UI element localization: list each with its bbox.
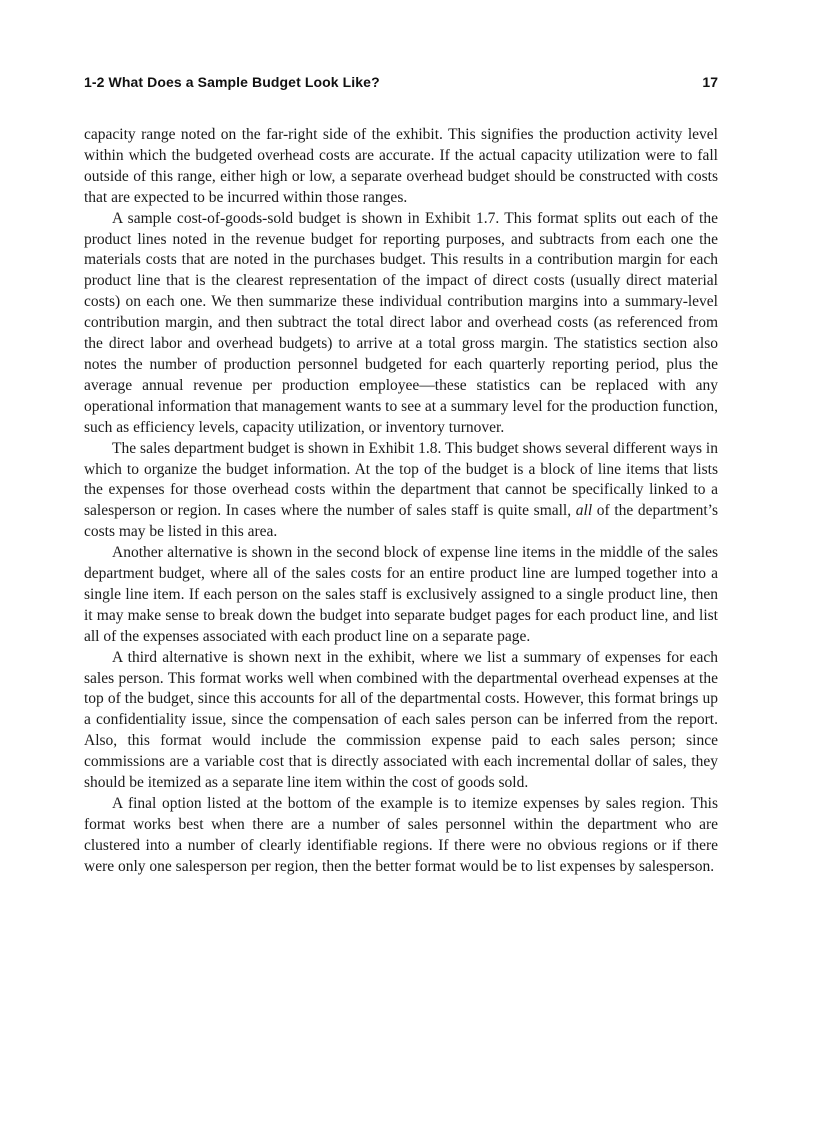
page-number: 17	[702, 74, 718, 90]
emphasized-word: all	[575, 502, 593, 520]
paragraph-sales-region-option: A final option listed at the bottom of the example is to itemize expenses by sales region. This format works best when there are a number of sales personnel within the department who are clustered into a number of clearly identifiable regions. If there were no obvious regions or if there were only one salesperson per region, then the better format would be to list expenses by salesperson.	[84, 795, 718, 875]
section-title: 1-2 What Does a Sample Budget Look Like?	[84, 74, 380, 90]
paragraph-continuation: capacity range noted on the far-right side of the exhibit. This signifies the production activity level within which the budgeted overhead costs are accurate. If the actual capacity utilization were to fall outside of this range, either high or low, a separate overhead budget should be constructed with costs that are expected to be incurred within those ranges.	[84, 126, 718, 206]
paragraph-salesperson-alternative: A third alternative is shown next in the exhibit, where we list a summary of expenses for each sales person. This format works well when combined with the departmental overhead expenses at the top of the budget, since this accounts for all of the departmental costs. However, this format brings up a confidentiality issue, since the compensation of each sales person can be inferred from the report. Also, this format would include the commission expense paid to each sales person; since commissions are a variable cost that is directly associated with each incremental dollar of sales, they should be itemized as a separate line item within the cost of goods sold.	[84, 648, 718, 792]
paragraph-sales-department-budget	[84, 439, 718, 544]
body-text	[84, 125, 718, 878]
paragraph-text: of the department’s costs may be listed in this area.	[84, 502, 718, 541]
paragraph-product-line-alternative: Another alternative is shown in the second block of expense line items in the middle of the sales department budget, where all of the sales costs for an entire product line are lumped together into a single line item. If each person on the sales staff is exclusively assigned to a single product line, then it may make sense to break down the budget into separate budget pages for each product line, and list all of the expenses associated with each product line on a separate page.	[84, 544, 718, 645]
running-header	[84, 74, 718, 94]
paragraph-cogs-budget: A sample cost-of-goods-sold budget is shown in Exhibit 1.7. This format splits out each of the product lines noted in the revenue budget for reporting purposes, and subtracts from each one the materials costs that are noted in the purchases budget. This results in a contribution margin for each product line that is the clearest representation of the impact of direct costs (usually direct material costs) on each one. We then summarize these individual contribution margins into a summary-level contribution margin, and then subtract the total direct labor and overhead costs (as referenced from the direct labor and overhead budgets) to arrive at a total gross margin. The statistics section also notes the number of production personnel budgeted for each quarterly reporting period, plus the average annual revenue per production employee—these statistics can be replaced with any operational information that management wants to see at a summary level for the production function, such as efficiency levels, capacity utilization, or inventory turnover.	[84, 209, 718, 436]
book-page	[84, 0, 718, 1123]
paragraph-text: The sales department budget is shown in Exhibit 1.8. This budget shows several different ways in which to organize the budget information. At the top of the budget is a block of line items that lists the expenses for those overhead costs within the department that cannot be specifically linked to a salesperson or region. In cases where the number of sales staff is quite small,	[84, 439, 718, 520]
